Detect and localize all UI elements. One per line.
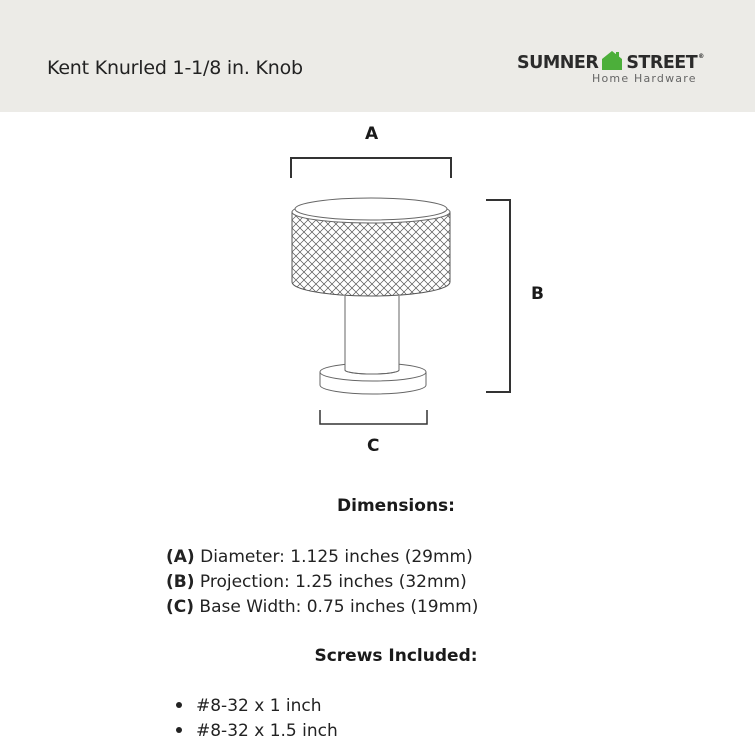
dimension-row-c	[166, 595, 478, 620]
label-b: B	[531, 284, 544, 304]
dimension-row-a	[166, 545, 478, 570]
dimension-text: Projection: 1.25 inches (32mm)	[199, 572, 467, 592]
dimension-key: (B)	[166, 572, 195, 592]
list-item	[176, 694, 338, 719]
dimension-row-b	[166, 570, 478, 595]
brand-logo	[517, 46, 717, 88]
logo-word-street: STREET	[626, 53, 698, 73]
bullet-icon	[176, 727, 182, 733]
header-bar	[0, 0, 755, 112]
dimension-key: (C)	[166, 597, 195, 617]
bullet-icon	[176, 702, 182, 708]
label-a: A	[365, 124, 379, 144]
house-icon	[601, 50, 623, 70]
logo-wordmark	[517, 50, 704, 73]
screw-text: #8-32 x 1 inch	[196, 696, 322, 716]
registered-mark: ®	[698, 53, 704, 60]
knob-diagram	[0, 112, 755, 482]
logo-word-sumner: SUMNER	[517, 53, 599, 73]
dimension-text: Diameter: 1.125 inches (29mm)	[200, 547, 473, 567]
product-title: Kent Knurled 1-1/8 in. Knob	[47, 57, 303, 79]
knurled-knob-drawing	[0, 112, 755, 482]
dimension-text: Base Width: 0.75 inches (19mm)	[199, 597, 479, 617]
dimensions-heading: Dimensions:	[337, 496, 455, 516]
screw-text: #8-32 x 1.5 inch	[196, 721, 338, 741]
logo-subtitle: Home Hardware	[592, 72, 697, 85]
list-item	[176, 719, 338, 744]
dimensions-list	[166, 545, 478, 620]
dimension-key: (A)	[166, 547, 195, 567]
label-c: C	[367, 436, 380, 456]
screws-list	[176, 694, 338, 744]
screws-heading: Screws Included:	[314, 646, 478, 666]
